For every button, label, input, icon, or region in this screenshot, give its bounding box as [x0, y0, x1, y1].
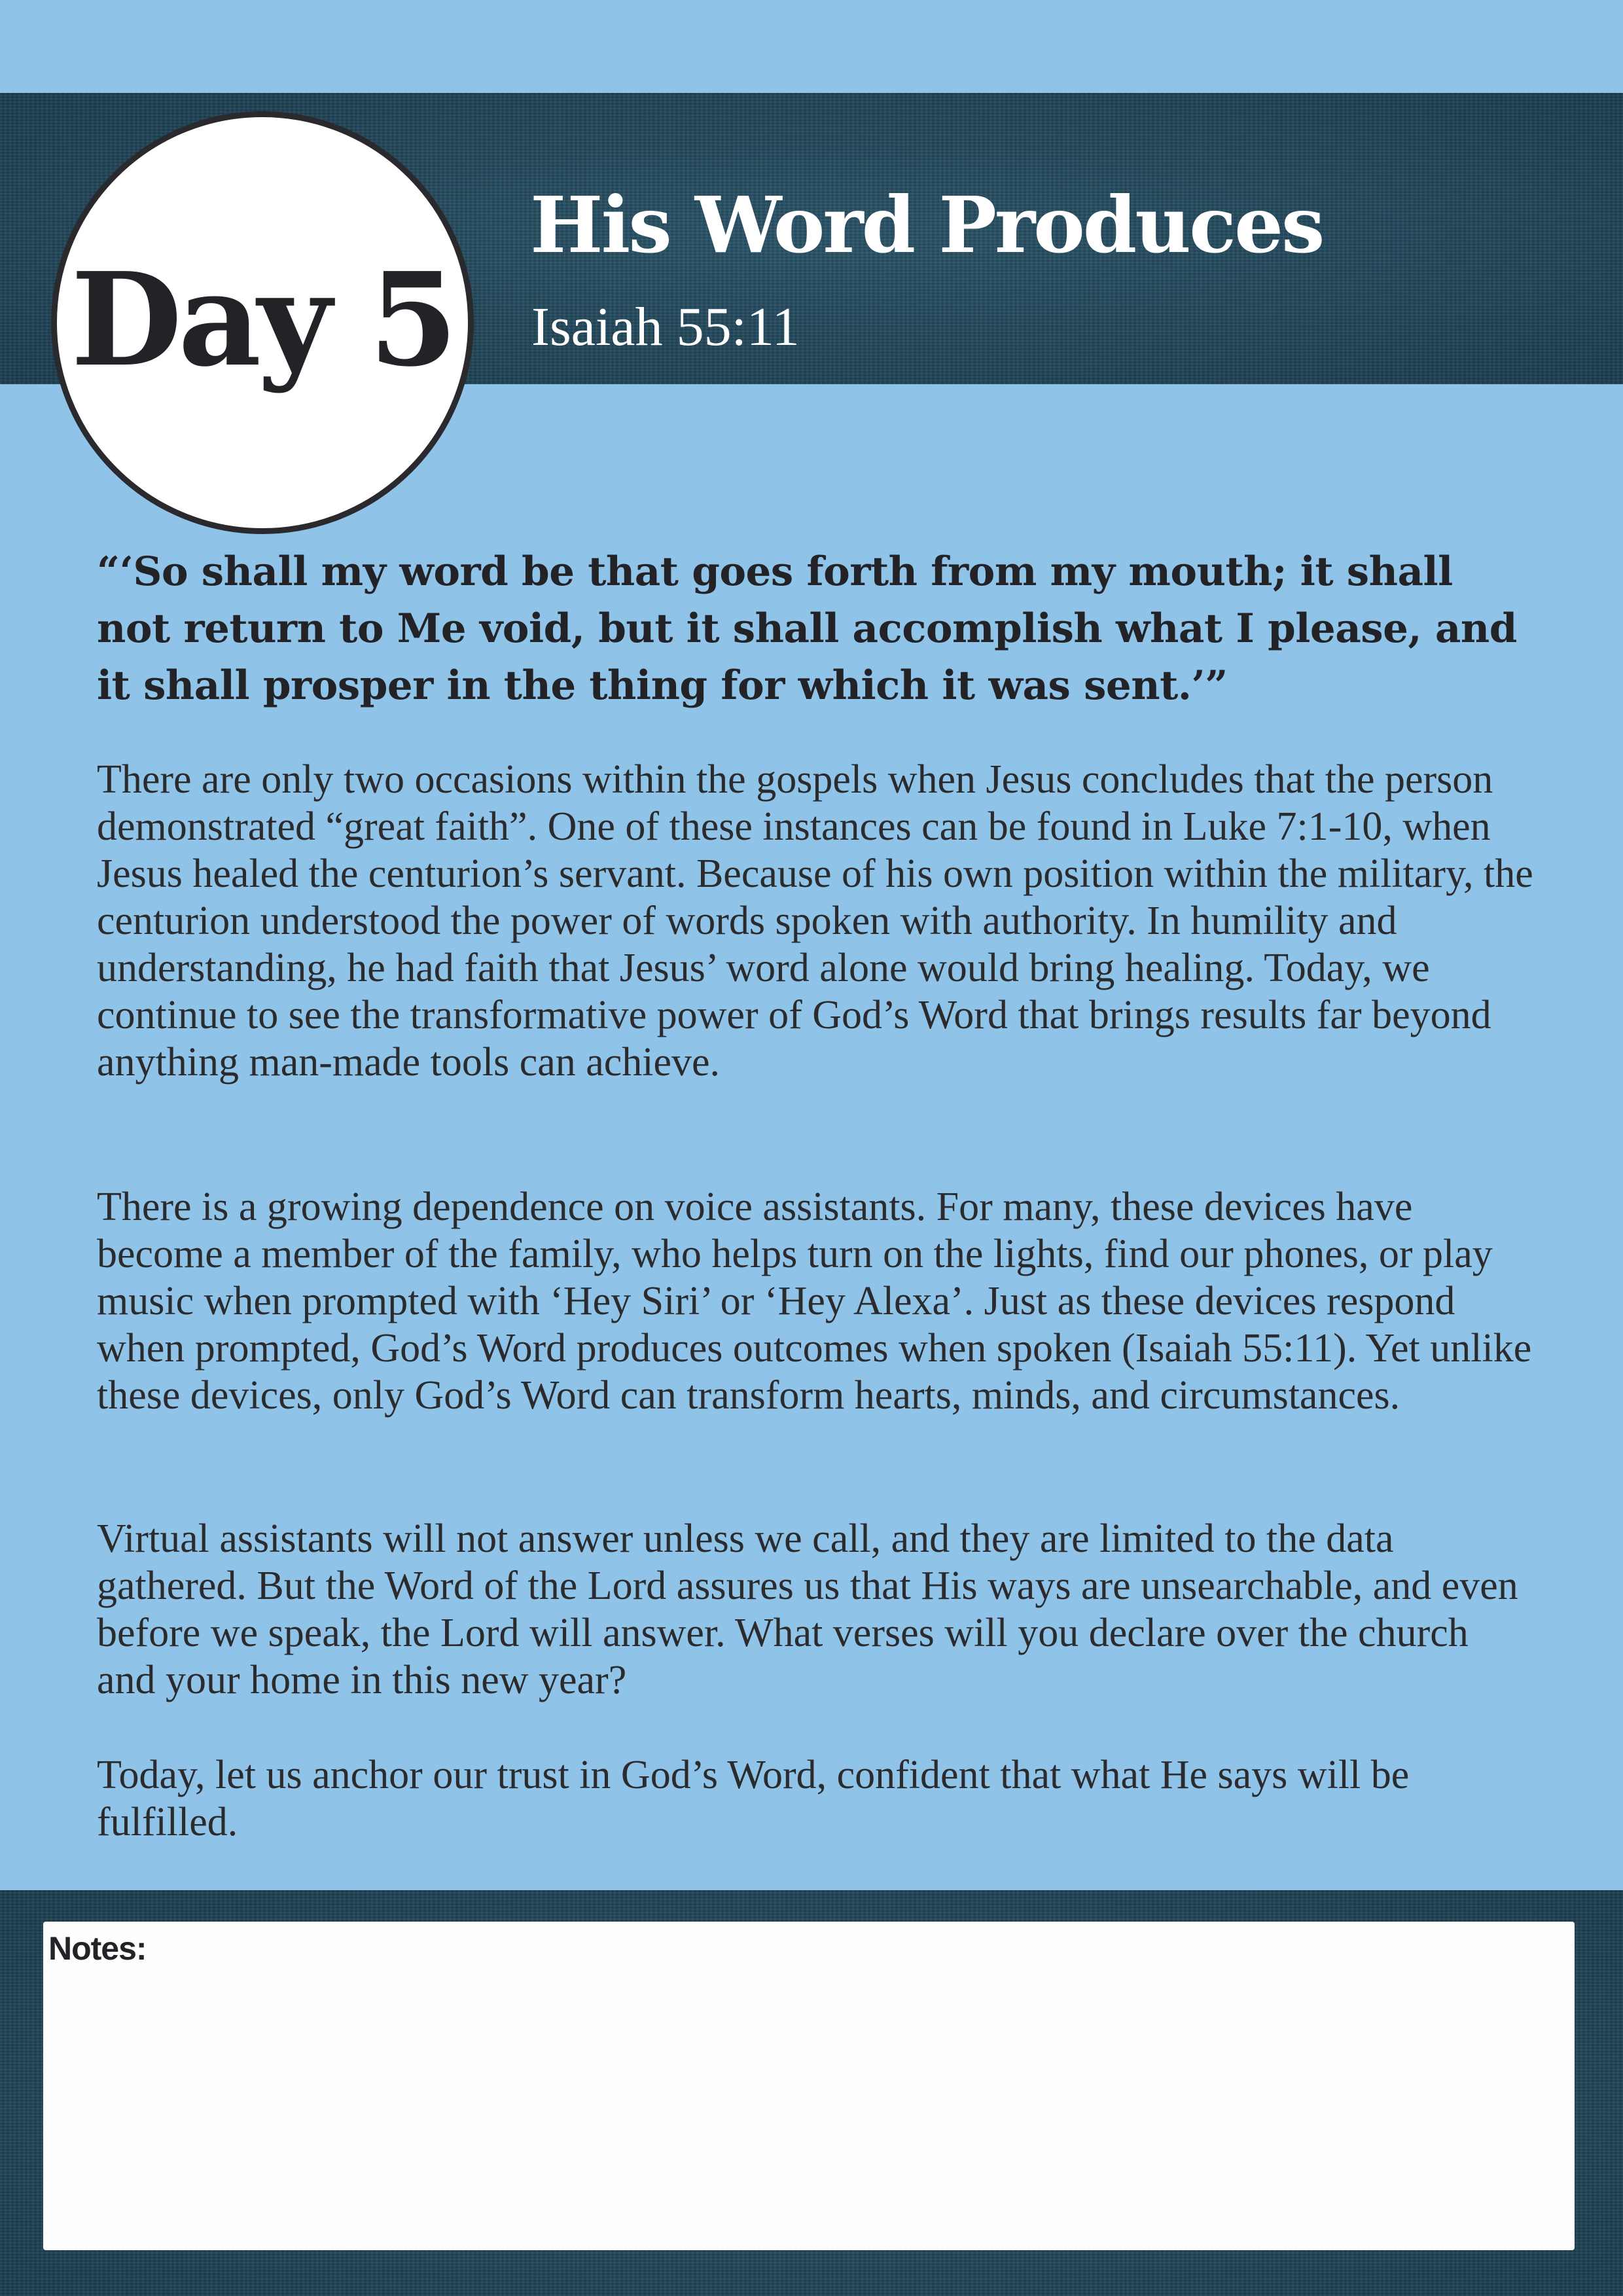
paragraph-4: Today, let us anchor our trust in God’s Word, confident that what He says will be fulfilled. — [97, 1753, 1410, 1844]
paragraph-1: There are only two occasions within the gospels when Jesus concludes that the person demonstrated “great faith”. One of these instances can be found in Luke 7:1-10, when Jesus healed the centurion’s servant. Because of his own position within the military, the centurion understood the power of words spoken with authority. In humility and understanding, he had faith that Jesus’ word alone would bring healing. Today, we continue to see the transformative power of God’s Word that brings results far beyond anything man-made tools can achieve. — [97, 757, 1533, 1085]
day-label: Day 5 — [71, 245, 454, 395]
day-badge — [51, 111, 474, 534]
paragraph-3: Virtual assistants will not answer unless we call, and they are limited to the data gathered. But the Word of the Lord assures us that His ways are unsearchable, and even before we speak, the Lord will answer. What verses will you declare over the church and your home in this new year? — [97, 1516, 1518, 1702]
verse-quote: “‘So shall my word be that goes forth from my mouth; it shall not return to Me void, but it shall accomplish what I please, and it shall prosper in the thing for which it was sent.’” — [97, 548, 1517, 709]
paragraph-2: There is a growing dependence on voice assistants. For many, these devices have become a member of the family, who helps turn on the lights, find our phones, or play music when prompted with ‘Hey Siri’ or ‘Hey Alexa’. Just as these devices respond when prompted, God’s Word produces outcomes when spoken (Isaiah 55:11). Yet unlike these devices, only God’s Word can transform hearts, minds, and circumstances. — [97, 1185, 1532, 1418]
scripture-reference: Isaiah 55:11 — [531, 296, 800, 357]
notes-area[interactable] — [43, 1922, 1575, 2250]
notes-label: Notes: — [48, 1930, 147, 1967]
page-title: His Word Produces — [530, 179, 1323, 270]
